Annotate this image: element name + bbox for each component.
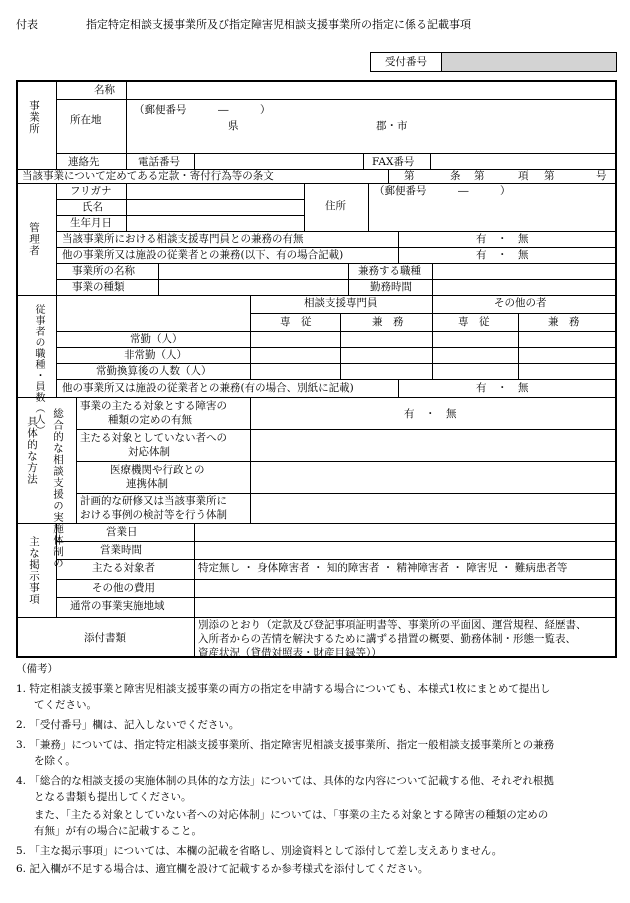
attach-line1: 別添のとおり（定款及び登記事項証明書等、事業所の平面図、運営規程、経歴書、 (198, 619, 587, 631)
office-name-field[interactable] (141, 82, 617, 99)
manager-concurrent-specialist-yesno[interactable]: 有 ・ 無 (476, 233, 529, 245)
notice-area-label: 通常の事業実施地域 (70, 600, 165, 612)
remarks-title: （備考） (16, 663, 58, 675)
notice-target-options[interactable]: 特定無し ・ 身体障害者 ・ 知的障害者 ・ 精神障害者 ・ 障害児 ・ 難病患者等 (198, 562, 568, 574)
remark-6: 6. 記入欄が不足する場合は、適宜欄を設けて記載するか参考様式を添付してください。 (16, 863, 429, 875)
manager-section-label: 管理者 (28, 222, 40, 257)
remark-4-cont1: となる書類も提出してください。 (34, 791, 192, 803)
office-section-label: 事業所 (28, 100, 40, 135)
manager-postal-code[interactable]: （郵便番号 ― ） (374, 185, 511, 197)
system-section-outer-label: 具体的な方法 (26, 416, 38, 485)
staff-fulltime-label: 常勤（人） (130, 333, 183, 345)
application-form-table (16, 80, 617, 658)
office-address-label: 所在地 (70, 114, 102, 126)
manager-address-label: 住所 (325, 200, 346, 212)
articles-dai-1: 第 (404, 170, 415, 182)
staff-other-ken: 兼 務 (548, 316, 580, 328)
articles-label: 当該事業について定めてある定款・寄付行為等の条文 (22, 170, 274, 182)
notice-target-label: 主たる対象者 (92, 562, 155, 574)
manager-office-name-label: 事業所の名称 (72, 265, 135, 277)
staff-fte-label: 常勤換算後の人数（人） (96, 365, 212, 377)
staff-specialist-ken: 兼 務 (372, 316, 404, 328)
system-r1-line2: 種類の定めの有無 (108, 414, 192, 426)
attach-line3: 資産状況（貸借対照表・財産目録等）） (198, 647, 382, 659)
office-name-label: 名称 (94, 84, 115, 96)
manager-job-label: 兼務する職種 (358, 265, 421, 277)
form-title: 指定特定相談支援事業所及び指定障害児相談支援事業所の指定に係る記載事項 (86, 18, 471, 31)
system-r3-line2: 連携体制 (126, 478, 168, 490)
system-r1-yesno[interactable]: 有 ・ 無 (404, 408, 457, 420)
office-city-label: 郡・市 (376, 120, 408, 132)
office-pref-label: 県 (228, 120, 239, 132)
manager-work-hours-label: 勤務時間 (370, 281, 412, 293)
articles-dai-2: 第 (474, 170, 485, 182)
receipt-number-box (370, 52, 617, 72)
system-section-inner-label: 総合的な相談支援の実施体制の (52, 408, 64, 569)
office-fax-label: FAX番号 (372, 156, 415, 168)
system-r3-line1: 医療機関や行政との (110, 464, 205, 476)
articles-ko: 項 (518, 170, 529, 182)
manager-concurrent-other-yesno[interactable]: 有 ・ 無 (476, 249, 529, 261)
system-r4-line2: おける事例の検討等を行う体制 (80, 509, 227, 521)
system-r2-line1: 主たる対象としていない者への (80, 432, 227, 444)
attach-label: 添付書類 (84, 632, 126, 644)
office-phone-label: 電話番号 (138, 156, 180, 168)
articles-jo: 条 (450, 170, 461, 182)
remark-2: 2. 「受付番号」欄は、記入しないでください。 (16, 719, 240, 731)
system-r4-line1: 計画的な研修又は当該事業所に (80, 495, 227, 507)
manager-name-label: 氏名 (82, 201, 103, 213)
notice-hours-label: 営業時間 (100, 544, 142, 556)
system-r2-line2: 対応体制 (128, 446, 170, 458)
staff-specialist-sen: 専 従 (280, 316, 312, 328)
staff-other-sen: 専 従 (458, 316, 490, 328)
remark-1: 1. 特定相談支援事業と障害児相談支援事業の両方の指定を申請する場合についても、本様式1枚にまとめて提出し (16, 683, 551, 695)
articles-dai-3: 第 (544, 170, 555, 182)
remark-4-cont2: また、「主たる対象としていない者への対応体制」については、「事業の主たる対象とする障害の種類の定めの (34, 809, 549, 821)
attach-line2: 入所者からの苦情を解決するために講ずる措置の概要、勤務体制・形態一覧表、 (198, 633, 576, 645)
manager-furigana-label: フリガナ (70, 185, 112, 197)
remark-1-cont: てください。 (34, 699, 97, 711)
staff-specialist-header: 相談支援専門員 (304, 297, 378, 309)
staff-section-label: 従事者の職種・員数（人） (33, 304, 44, 436)
receipt-number-field[interactable] (442, 53, 616, 71)
remark-3-cont: を除く。 (34, 755, 76, 767)
staff-concurrent-label: 他の事業所又は施設の従業者との兼務(有の場合、別紙に記載) (62, 382, 354, 394)
form-label: 付表 (16, 18, 38, 31)
articles-go: 号 (596, 170, 607, 182)
remark-4: 4. 「総合的な相談支援の実施体制の具体的な方法」については、具体的な内容について記載する他、それぞれ根拠 (16, 775, 554, 787)
office-postal-code[interactable]: （郵便番号 ― ） (134, 104, 271, 116)
manager-concurrent-other-label: 他の事業所又は施設の従業者との兼務(以下、有の場合記載) (62, 249, 344, 261)
system-r1-line1: 事業の主たる対象とする障害の (80, 400, 227, 412)
manager-office-type-label: 事業の種類 (72, 281, 125, 293)
notice-fees-label: その他の費用 (92, 582, 155, 594)
office-contact-label: 連絡先 (68, 156, 100, 168)
manager-concurrent-specialist-label: 当該事業所における相談支援専門員との兼務の有無 (62, 233, 304, 245)
remark-3: 3. 「兼務」については、指定特定相談支援事業所、指定障害児相談支援事業所、指定一般相談支援事業所との兼務 (16, 739, 555, 751)
remark-5: 5. 「主な掲示事項」については、本欄の記載を省略し、別途資料として添付して差し支えありません。 (16, 845, 503, 857)
staff-parttime-label: 非常勤（人） (124, 349, 187, 361)
notice-days-label: 営業日 (106, 526, 138, 538)
remark-4-cont3: 有無」が有の場合に記載すること。 (34, 825, 202, 837)
staff-concurrent-yesno[interactable]: 有 ・ 無 (476, 382, 529, 394)
manager-dob-label: 生年月日 (70, 217, 112, 229)
notice-section-label: 主な掲示事項 (28, 536, 40, 605)
receipt-number-label: 受付番号 (371, 53, 442, 71)
staff-other-header: その他の者 (494, 297, 547, 309)
